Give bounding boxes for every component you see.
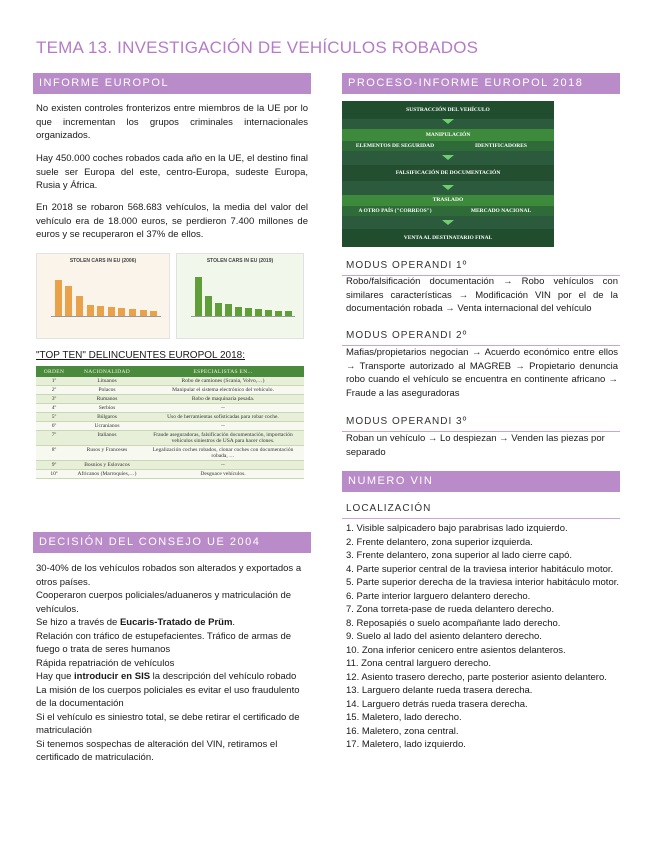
- decision-line-text: La misión de los cuerpos policiales es evitar el uso fraudulento de la documentación: [36, 684, 300, 709]
- table-cell: 6º: [36, 422, 72, 431]
- step-seguridad: ELEMENTOS DE SEGURIDAD: [355, 143, 435, 149]
- chart-title: STOLEN CARS IN EU (2019): [206, 258, 274, 264]
- list-item: 17. Maletero, lado izquierdo.: [346, 739, 466, 750]
- list-item: 8. Reposapiés o suelo acompañante lado derecho.: [346, 617, 561, 629]
- chart-bar: [65, 286, 72, 316]
- section-header-informe: INFORME EUROPOL: [33, 73, 311, 94]
- table-cell: 5º: [36, 413, 72, 422]
- section-header-proceso: PROCESO-INFORME EUROPOL 2018: [342, 73, 620, 94]
- table-cell: 7º: [36, 431, 72, 446]
- table-cell: Ucranianos: [72, 422, 142, 431]
- arrow-down-icon: [442, 119, 454, 124]
- vin-locations-list: [346, 522, 620, 752]
- decision-line: [36, 670, 306, 684]
- decision-line-text: Cooperaron cuerpos policiales/aduaneros y matriculación de vehículos.: [36, 590, 292, 615]
- informe-paragraph-3: En 2018 se robaron 568.683 vehículos, la media del valor del vehículo era de 18.000 euros, se perdieron 7.400 millones de euros y se recuperaron el 37% de ellos.: [36, 202, 308, 240]
- top-ten-table: [36, 366, 304, 479]
- chart-bar: [55, 280, 62, 316]
- list-item: 9. Suelo al lado del asiento delantero derecho.: [346, 631, 542, 642]
- table-cell: --: [142, 404, 304, 413]
- chart-bar: [97, 306, 104, 316]
- list-item: 16. Maletero, zona central.: [346, 725, 459, 737]
- arrow-down-icon: [442, 220, 454, 225]
- chart-bar: [255, 309, 262, 316]
- list-item: 15. Maletero, lado derecho.: [346, 712, 462, 723]
- step-sustraccion: SUSTRACCIÓN DEL VEHÍCULO: [406, 107, 490, 113]
- step-otro-pais: A OTRO PAÍS ("CORREOS"): [358, 208, 432, 214]
- table-cell: Rumanos: [72, 395, 142, 404]
- list-item: 3. Frente delantero, zona superior al lado cierre capó.: [346, 550, 573, 561]
- table-cell: Búlgaros: [72, 413, 142, 422]
- informe-paragraph-1: No existen controles fronterizos entre miembros de la UE por lo que incrementan los grupos criminales internacionales organizados.: [36, 103, 308, 141]
- arrow-down-icon: [442, 185, 454, 190]
- chart-bar: [129, 309, 136, 316]
- decision-line-text: la descripción del vehículo robado: [150, 671, 297, 682]
- decision-line-emphasis: Eucaris-Tratado de Prüm: [119, 617, 233, 628]
- chart-axis: [191, 316, 295, 317]
- list-item: 4. Parte superior central de la traviesa interior habitáculo motor.: [346, 563, 614, 575]
- table-cell: Africanos (Marroquíes,…): [72, 470, 142, 479]
- list-item: 5. Parte superior derecha de la traviesa interior habitáculo motor.: [346, 577, 620, 588]
- proceso-diagram: [342, 101, 554, 247]
- decision-line-text: .: [232, 617, 236, 628]
- section-header-decision: DECISIÓN DEL CONSEJO UE 2004: [33, 532, 311, 553]
- decision-line-text: Si tenemos sospechas de alteración del VIN, retiramos el certificado de matriculación.: [36, 738, 278, 763]
- list-item: 7. Zona torreta-pase de rueda delantero derecho.: [346, 604, 555, 615]
- chart-bar: [118, 308, 125, 316]
- table-cell: Desguace vehículos.: [142, 470, 304, 479]
- table-cell: Bosnios y Eslovacos: [72, 461, 142, 470]
- step-identificadores: IDENTIFICADORES: [475, 143, 527, 149]
- table-cell: Lituanos: [72, 377, 142, 386]
- table-cell: Italianos: [72, 431, 142, 446]
- table-row: [36, 461, 304, 470]
- table-row: [36, 404, 304, 413]
- decision-line: [36, 657, 306, 671]
- table-row: [36, 377, 304, 386]
- step-falsificacion: FALSIFICACIÓN DE DOCUMENTACIÓN: [395, 170, 501, 176]
- decision-line-text: Si el vehículo es siniestro total, se debe retirar el certificado de matriculación: [36, 711, 300, 736]
- list-item: 11. Zona central larguero derecho.: [346, 658, 492, 669]
- chart-bar: [87, 305, 94, 316]
- chart-bar: [235, 307, 242, 316]
- decision-line: [36, 711, 306, 738]
- decision-line: [36, 589, 306, 616]
- decision-line-emphasis: introducir en SIS: [74, 671, 151, 682]
- modus-1-text: Robo/falsificación documentación → Robo vehículos con similares características → Modificación VIN por el de la documentación robada → Venta internacional del vehículo: [346, 276, 618, 314]
- modus-2-text: Mafias/propietarios negocian → Acuerdo económico entre ellos → Transporte autorizado al MAGREB → Propietario denuncia robo cuando el vehículo se encuentra en continente africano → Fraude a las aseguradoras: [346, 347, 618, 399]
- list-item: 6. Parte interior larguero delantero derecho.: [346, 590, 531, 602]
- chart-stolen-cars-2006: [36, 253, 170, 339]
- list-item: 1. Visible salpicadero bajo parabrisas lado izquierdo.: [346, 523, 568, 534]
- chart-stolen-cars-2019: [176, 253, 304, 339]
- arrow-down-icon: [442, 155, 454, 160]
- chart-axis: [51, 316, 161, 317]
- chart-bar: [108, 307, 115, 316]
- step-manipulacion: MANIPULACIÓN: [425, 132, 471, 138]
- chart-bar: [195, 277, 202, 316]
- chart-bar: [76, 296, 83, 316]
- informe-paragraph-2: Hay 450.000 coches robados cada año en la UE, el destino final suele ser Europa del este, centro-Europa, sudeste Europa, Rusia y África.: [36, 153, 308, 191]
- table-cell: Fraude aseguradoras, falsificación documentación, importación vehículos siniestros de USA para hacer clones.: [142, 431, 304, 446]
- decision-line: [36, 562, 306, 589]
- vin-localizacion-title: LOCALIZACIÓN: [342, 503, 620, 519]
- decision-line: [36, 630, 306, 657]
- table-row: [36, 431, 304, 446]
- table-row: [36, 395, 304, 404]
- table-cell: 8º: [36, 446, 72, 461]
- chart-bar: [275, 311, 282, 317]
- decision-line-text: Se hizo a través de: [36, 617, 120, 628]
- table-cell: Rusos y Franceses: [72, 446, 142, 461]
- list-item: 14. Larguero detrás rueda trasera derecha.: [346, 698, 528, 710]
- table-cell: 4º: [36, 404, 72, 413]
- step-mercado: MERCADO NACIONAL: [470, 208, 532, 214]
- table-cell: 2º: [36, 386, 72, 395]
- decision-line-text: 30-40% de los vehículos robados son alterados y exportados a otros países.: [36, 563, 302, 588]
- table-row: [36, 413, 304, 422]
- table-cell: --: [142, 422, 304, 431]
- list-item: 10. Zona inferior cenicero entre asientos delanteros.: [346, 644, 566, 656]
- table-cell: Serbios: [72, 404, 142, 413]
- table-row: [36, 446, 304, 461]
- step-venta: VENTA AL DESTINATARIO FINAL: [403, 235, 493, 241]
- column-header: NACIONALIDAD: [72, 366, 142, 377]
- column-header: ORDEN: [36, 366, 72, 377]
- table-cell: 9º: [36, 461, 72, 470]
- table-cell: --: [142, 461, 304, 470]
- modus-2-title: MODUS OPERANDI 2º: [342, 330, 620, 346]
- list-item: 13. Larguero delante rueda trasera derecha.: [346, 685, 533, 696]
- chart-bar: [285, 311, 292, 316]
- top-ten-title: "TOP TEN" DELINCUENTES EUROPOL 2018:: [36, 350, 246, 361]
- decision-line: [36, 616, 306, 630]
- chart-bar: [245, 308, 252, 316]
- chart-title: STOLEN CARS IN EU (2006): [69, 258, 137, 264]
- table-cell: 1º: [36, 377, 72, 386]
- chart-bar: [150, 311, 157, 316]
- table-cell: 3º: [36, 395, 72, 404]
- step-traslado: TRASLADO: [432, 197, 464, 203]
- table-cell: Legalización coches robados, clonar coches con documentación robada, …: [142, 446, 304, 461]
- table-cell: Robo de camiones (Scania, Volvo,…): [142, 377, 304, 386]
- table-cell: Uso de herramientas sofisticadas para robar coche.: [142, 413, 304, 422]
- list-item: 12. Asiento trasero derecho, parte posterior asiento delantero.: [346, 671, 607, 683]
- table-row: [36, 386, 304, 395]
- decision-line-text: Hay que: [36, 671, 75, 682]
- list-item: 2. Frente delantero, zona superior izquierda.: [346, 536, 533, 548]
- table-cell: 10º: [36, 470, 72, 479]
- section-header-vin: NUMERO VIN: [342, 471, 620, 492]
- modus-3-text: Roban un vehículo → Lo despiezan → Venden las piezas por separado: [346, 433, 605, 458]
- column-header: ESPECIALISTAS EN...: [142, 366, 304, 377]
- decision-body: [36, 562, 306, 765]
- table-row: [36, 470, 304, 479]
- chart-bar: [140, 310, 147, 316]
- modus-1-title: MODUS OPERANDI 1º: [342, 260, 620, 276]
- chart-bar: [215, 303, 222, 316]
- decision-line-text: Relación con tráfico de estupefacientes. Tráfico de armas de fuego o trata de seres humanos: [36, 630, 292, 655]
- decision-line: [36, 684, 306, 711]
- table-row: [36, 422, 304, 431]
- chart-bar: [225, 304, 232, 316]
- modus-3-title: MODUS OPERANDI 3º: [342, 416, 620, 432]
- table-cell: Polacos: [72, 386, 142, 395]
- chart-bar: [265, 310, 272, 316]
- table-cell: Robo de maquinaria pesada.: [142, 395, 304, 404]
- decision-line-text: Rápida repatriación de vehículos: [36, 657, 175, 669]
- decision-line: [36, 738, 306, 765]
- page-title: TEMA 13. INVESTIGACIÓN DE VEHÍCULOS ROBADOS: [36, 38, 479, 57]
- chart-bar: [205, 296, 212, 316]
- table-cell: Manipular el sistema electrónico del vehículo.: [142, 386, 304, 395]
